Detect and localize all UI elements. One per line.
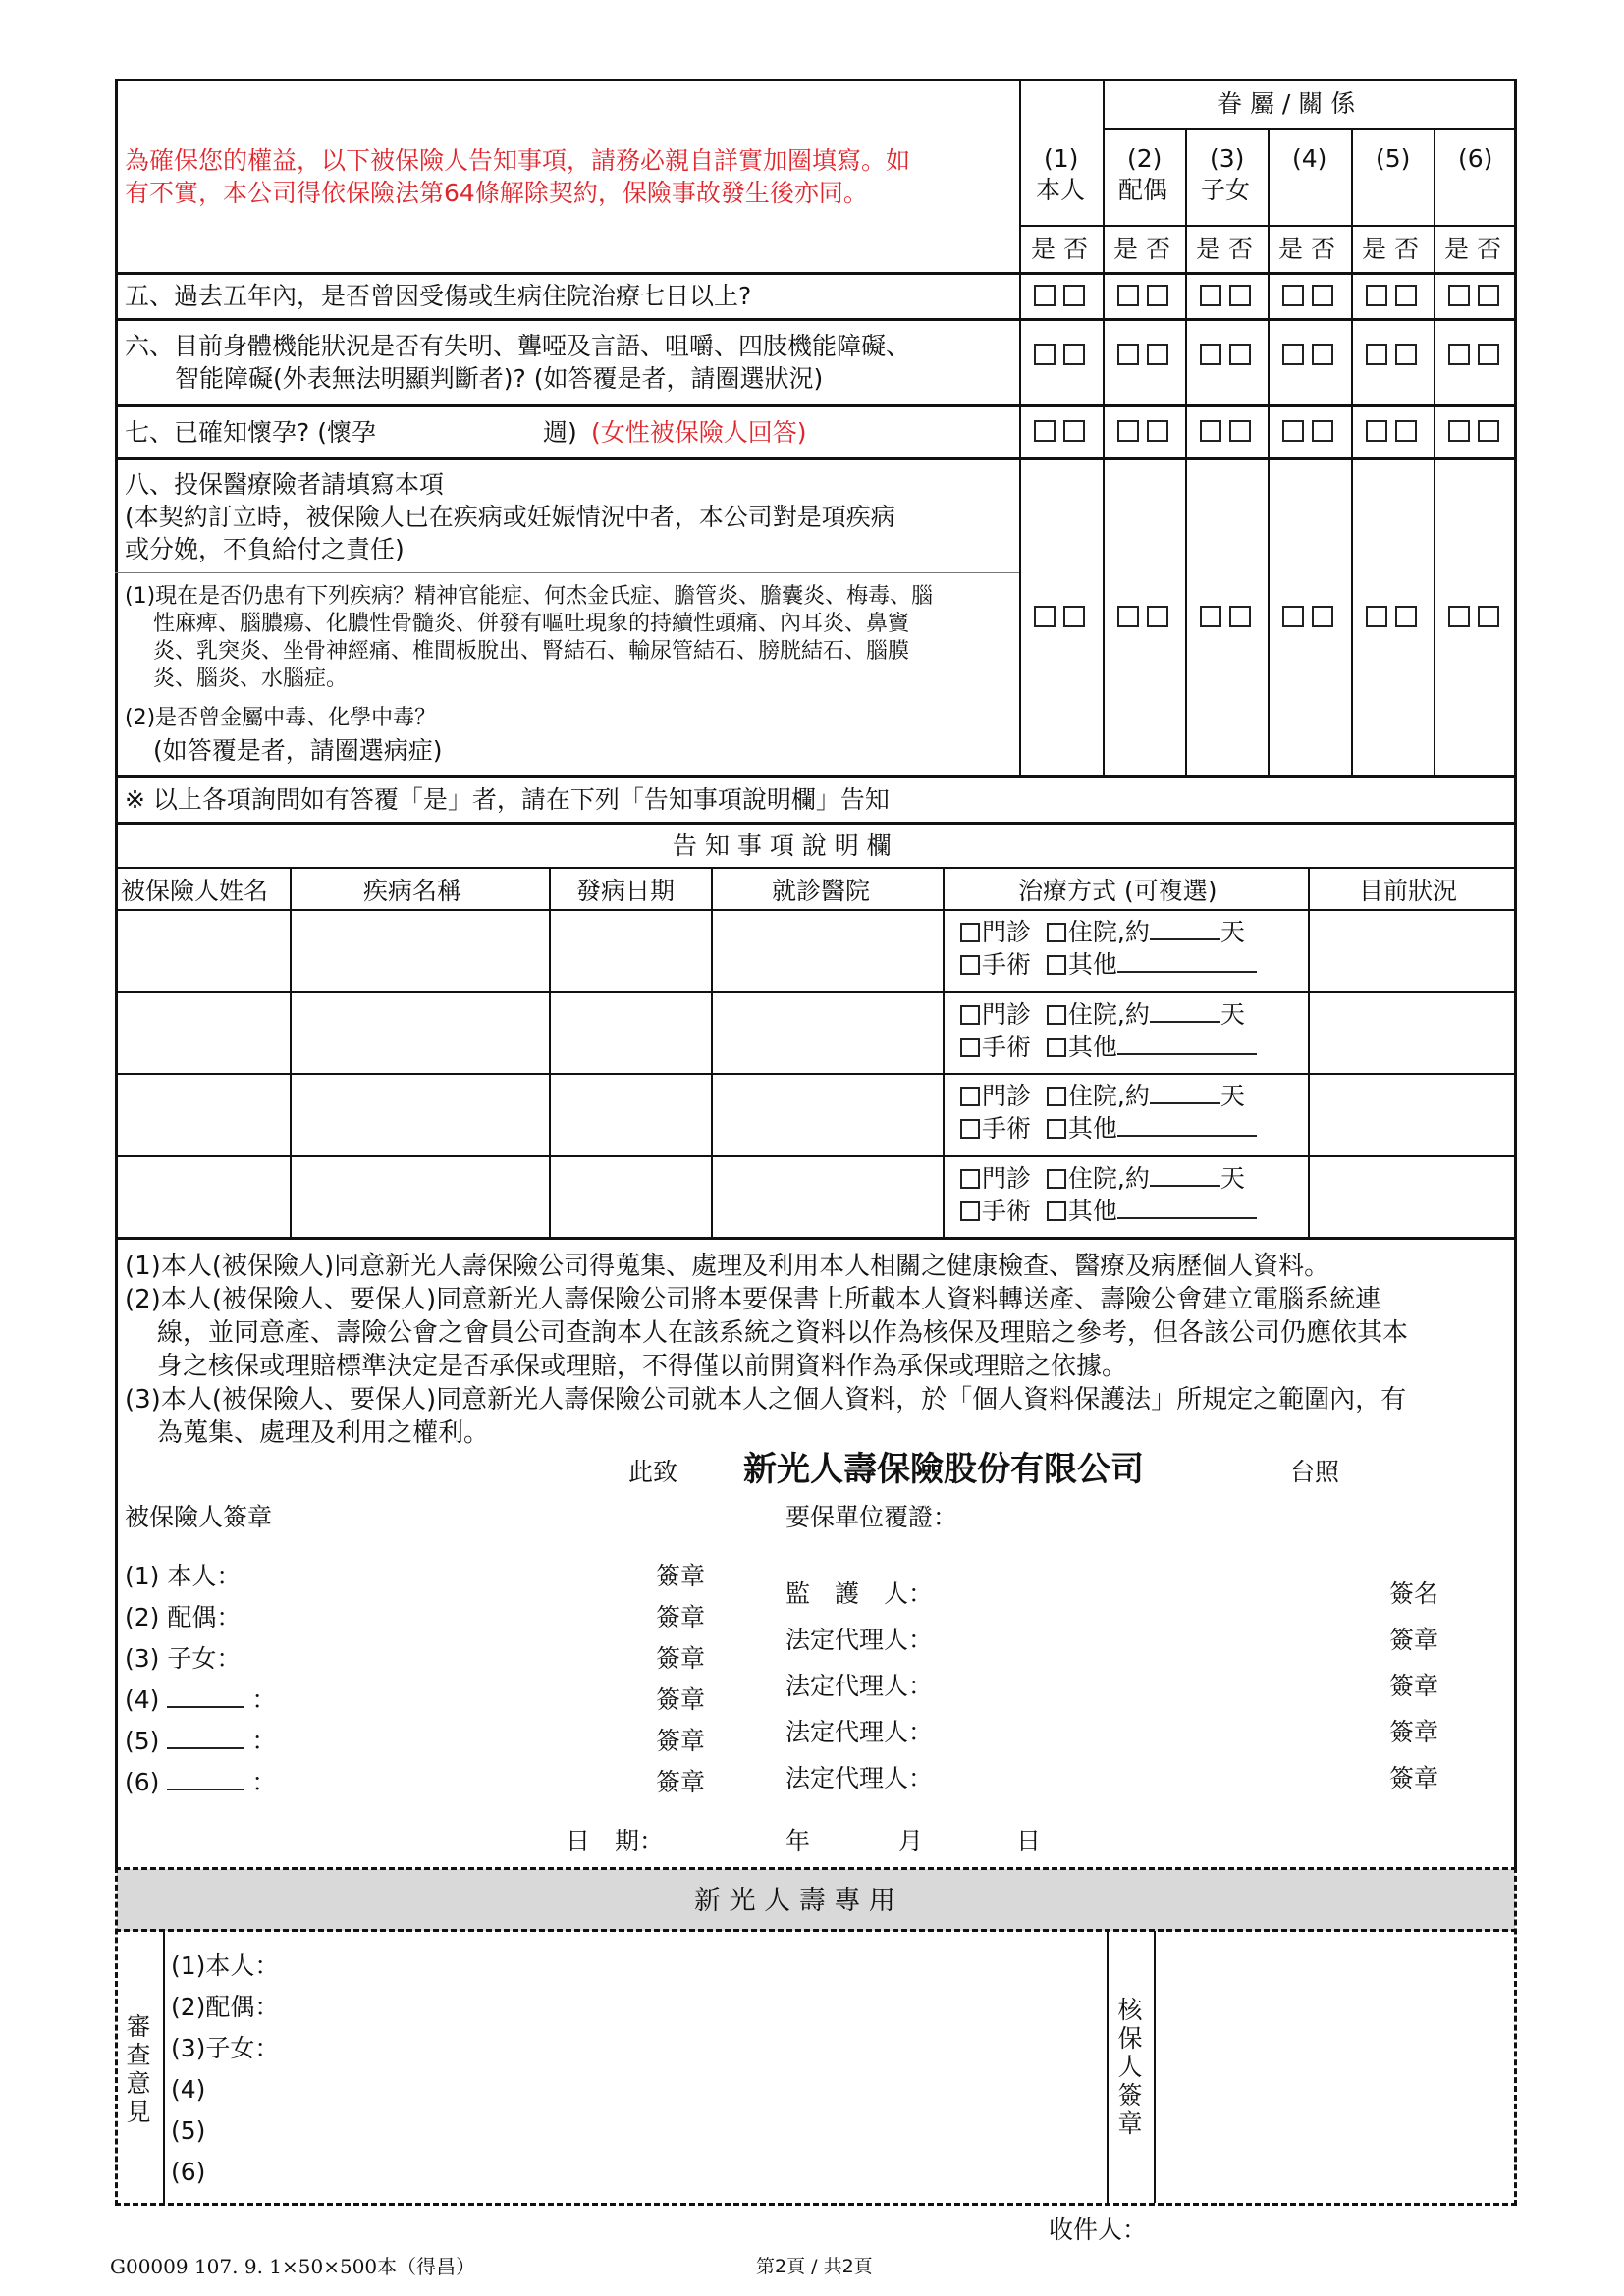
explain-table-title: 告 知 事 項 說 明 欄 <box>673 831 892 860</box>
question-6-line2: 智能障礙(外表無法明顯判斷者)? (如答覆是者，請圈選狀況) <box>175 364 824 393</box>
treatment-line-1 <box>960 1163 1245 1194</box>
col1-label: 本人 <box>1036 176 1086 204</box>
no-checkbox[interactable] <box>1229 344 1251 365</box>
treatment-line-1 <box>960 999 1245 1030</box>
proposal-unit-title: 要保單位覆證： <box>785 1503 958 1531</box>
yes-checkbox[interactable] <box>1448 285 1470 306</box>
no-checkbox[interactable] <box>1478 344 1499 365</box>
receiver-label: 收件人： <box>1049 2216 1148 2244</box>
guardian-label: 監 護 人： <box>785 1579 934 1608</box>
other-blank[interactable] <box>1117 1032 1257 1055</box>
question-6-line1: 六、目前身體機能狀況是否有失明、聾啞及言語、咀嚼、四肢機能障礙、 <box>125 332 911 360</box>
consent-3-line1: (3)本人(被保險人、要保人)同意新光人壽保險公司就本人之個人資料，於「個人資料保護法」所規定之範圍內，有 <box>125 1385 1407 1415</box>
yes-checkbox[interactable] <box>1448 420 1470 442</box>
inpatient-label: 住院,約 <box>1067 918 1150 946</box>
days-label: 天 <box>1219 918 1245 946</box>
col-current-status: 目前狀況 <box>1359 877 1458 905</box>
yes-no-header: 是 否 <box>1196 235 1253 263</box>
other-checkbox[interactable] <box>1047 1119 1066 1139</box>
question-8-sub1-line4: 炎、腦炎、水腦症。 <box>153 667 349 691</box>
other-blank[interactable] <box>1117 1113 1257 1137</box>
yes-no-header: 是 否 <box>1113 235 1170 263</box>
yes-checkbox[interactable] <box>1117 420 1139 442</box>
col-disease-name: 疾病名稱 <box>363 877 462 905</box>
insured-signature-title: 被保險人簽章 <box>125 1503 273 1531</box>
col-hospital: 就診醫院 <box>772 877 871 905</box>
legal-rep-label: 法定代理人： <box>785 1764 934 1792</box>
no-checkbox[interactable] <box>1063 420 1085 442</box>
insured-5-label: (5) ： <box>125 1727 277 1755</box>
consent-2-line3: 身之核保或理賠標準決定是否承保或理賠，不得僅以前開資料作為承保或理賠之依據。 <box>157 1352 1128 1381</box>
col2-number: (2) <box>1127 144 1163 173</box>
col6-number: (6) <box>1458 144 1493 173</box>
outpatient-label: 門診 <box>982 918 1032 946</box>
col3-label: 子女 <box>1201 176 1251 204</box>
surgery-label: 手術 <box>982 1197 1032 1225</box>
no-checkbox[interactable] <box>1147 606 1168 627</box>
question-8-sub1-line3: 炎、乳突炎、坐骨神經痛、椎間板脫出、腎結石、輸尿管結石、膀胱結石、腦膜 <box>153 639 910 664</box>
outpatient-checkbox[interactable] <box>960 1169 980 1189</box>
no-checkbox[interactable] <box>1312 344 1333 365</box>
no-checkbox[interactable] <box>1395 606 1417 627</box>
col-treatment: 治療方式 (可複選) <box>1018 877 1218 905</box>
underwriter-signature-label: 核保人簽章 <box>1117 1996 1143 2138</box>
question-8-sub2: (2)是否曾金屬中毒、化學中毒？ <box>125 706 437 730</box>
no-checkbox[interactable] <box>1395 420 1417 442</box>
salutation-to: 此致 <box>628 1458 678 1486</box>
question-8-sub2-note: (如答覆是者，請圈選病症) <box>153 736 443 765</box>
seal-label: 簽章 <box>656 1562 706 1590</box>
yes-checkbox[interactable] <box>1366 285 1387 306</box>
other-checkbox[interactable] <box>1047 955 1066 975</box>
other-label: 其他 <box>1067 950 1117 979</box>
question-8-line3: 或分娩，不負給付之責任) <box>125 535 405 563</box>
question-8-line2: (本契約訂立時，被保險人已在疾病或妊娠情況中者，本公司對是項疾病 <box>125 503 895 531</box>
no-checkbox[interactable] <box>1147 344 1168 365</box>
outpatient-label: 門診 <box>982 1000 1032 1029</box>
yes-checkbox[interactable] <box>1282 344 1304 365</box>
no-checkbox[interactable] <box>1312 285 1333 306</box>
inpatient-checkbox[interactable] <box>1047 1005 1066 1025</box>
insured-spouse-label: (2) 配偶： <box>125 1603 242 1631</box>
no-checkbox[interactable] <box>1312 606 1333 627</box>
outpatient-checkbox[interactable] <box>960 923 980 942</box>
treatment-line-2 <box>960 1032 1257 1062</box>
seal-label: 簽章 <box>656 1644 706 1673</box>
treatment-line-2 <box>960 1113 1257 1144</box>
col5-number: (5) <box>1376 144 1411 173</box>
inpatient-checkbox[interactable] <box>1047 1169 1066 1189</box>
other-checkbox[interactable] <box>1047 1201 1066 1221</box>
no-checkbox[interactable] <box>1147 285 1168 306</box>
outpatient-checkbox[interactable] <box>960 1087 980 1106</box>
consent-2-line1: (2)本人(被保險人、要保人)同意新光人壽保險公司將本要保書上所載本人資料轉送產、壽險公會建立電腦系統連 <box>125 1285 1381 1314</box>
surgery-checkbox[interactable] <box>960 1119 980 1139</box>
date-year: 年 <box>785 1827 811 1855</box>
other-label: 其他 <box>1067 1197 1117 1225</box>
insured-4-label: (4) ： <box>125 1685 277 1714</box>
no-checkbox[interactable] <box>1063 285 1085 306</box>
surgery-checkbox[interactable] <box>960 1038 980 1057</box>
form-code: G00009 107. 9. 1×50×500本（得昌） <box>110 2255 476 2278</box>
seal-label: 簽章 <box>656 1685 706 1714</box>
other-blank[interactable] <box>1117 1196 1257 1219</box>
other-checkbox[interactable] <box>1047 1038 1066 1057</box>
legal-rep-label: 法定代理人： <box>785 1626 934 1654</box>
col-insured-name: 被保險人姓名 <box>121 877 269 905</box>
review-5: (5) <box>171 2116 206 2145</box>
surgery-checkbox[interactable] <box>960 1201 980 1221</box>
no-checkbox[interactable] <box>1395 344 1417 365</box>
inpatient-label: 住院,約 <box>1067 1082 1150 1110</box>
insured-child-label: (3) 子女： <box>125 1644 242 1673</box>
question-8-sub1-line2: 性麻痺、腦膿瘍、化膿性骨髓炎、併發有嘔吐現象的持續性頭痛、內耳炎、鼻竇 <box>153 612 910 636</box>
no-checkbox[interactable] <box>1229 606 1251 627</box>
review-spouse: (2)配偶： <box>171 1993 280 2021</box>
insured-6-label: (6) ： <box>125 1768 277 1796</box>
yes-checkbox[interactable] <box>1448 344 1470 365</box>
treatment-line-1 <box>960 1081 1245 1111</box>
days-blank[interactable] <box>1150 1081 1220 1104</box>
yes-checkbox[interactable] <box>1200 420 1221 442</box>
yes-checkbox[interactable] <box>1034 420 1056 442</box>
no-checkbox[interactable] <box>1395 285 1417 306</box>
no-checkbox[interactable] <box>1063 344 1085 365</box>
question-7-c: (女性被保險人回答) <box>591 418 807 447</box>
date-day: 日 <box>1016 1827 1042 1855</box>
no-checkbox[interactable] <box>1478 606 1499 627</box>
yes-checkbox[interactable] <box>1200 285 1221 306</box>
notice-text-line1: 為確保您的權益，以下被保險人告知事項，請務必親自詳實加圈填寫。如 <box>125 146 911 175</box>
seal-label: 簽章 <box>1389 1718 1439 1746</box>
yes-checkbox[interactable] <box>1117 344 1139 365</box>
seal-label: 簽章 <box>656 1603 706 1631</box>
consent-2-line2: 線，並同意產、壽險公會之會員公司查詢本人在該系統之資料以作為核保及理賠之參考，但各該公司仍應依其本 <box>157 1318 1409 1348</box>
date-month: 月 <box>898 1827 924 1855</box>
surgery-label: 手術 <box>982 950 1032 979</box>
inpatient-checkbox[interactable] <box>1047 1087 1066 1106</box>
days-blank[interactable] <box>1150 917 1220 940</box>
yes-checkbox[interactable] <box>1034 285 1056 306</box>
question-7-a: 七、已確知懷孕? (懷孕 <box>125 418 376 447</box>
legal-rep-label: 法定代理人： <box>785 1718 934 1746</box>
yes-checkbox[interactable] <box>1034 606 1056 627</box>
notice-text-line2: 有不實，本公司得依保險法第64條解除契約，保險事故發生後亦同。 <box>125 179 868 207</box>
seal-label: 簽章 <box>656 1727 706 1755</box>
surgery-label: 手術 <box>982 1114 1032 1143</box>
yes-checkbox[interactable] <box>1282 606 1304 627</box>
relation-header: 眷 屬 / 關 係 <box>1218 89 1356 118</box>
col2-label: 配偶 <box>1118 176 1168 204</box>
other-label: 其他 <box>1067 1033 1117 1061</box>
col-onset-date: 發病日期 <box>576 877 676 905</box>
review-opinion-label: 審查意見 <box>126 2012 151 2126</box>
no-checkbox[interactable] <box>1312 420 1333 442</box>
no-checkbox[interactable] <box>1478 420 1499 442</box>
days-blank[interactable] <box>1150 999 1220 1023</box>
yes-checkbox[interactable] <box>1448 606 1470 627</box>
no-checkbox[interactable] <box>1063 606 1085 627</box>
internal-use-title: 新 光 人 壽 專 用 <box>694 1886 895 1916</box>
seal-label: 簽章 <box>656 1768 706 1796</box>
seal-label: 簽章 <box>1389 1764 1439 1792</box>
yes-checkbox[interactable] <box>1117 285 1139 306</box>
yes-checkbox[interactable] <box>1200 606 1221 627</box>
no-checkbox[interactable] <box>1478 285 1499 306</box>
yes-no-header: 是 否 <box>1362 235 1419 263</box>
no-checkbox[interactable] <box>1229 285 1251 306</box>
yes-no-header: 是 否 <box>1444 235 1501 263</box>
legal-rep-label: 法定代理人： <box>785 1672 934 1700</box>
review-self: (1)本人： <box>171 1951 280 1980</box>
col1-number: (1) <box>1044 144 1079 173</box>
other-label: 其他 <box>1067 1114 1117 1143</box>
outpatient-label: 門診 <box>982 1164 1032 1193</box>
yes-checkbox[interactable] <box>1117 606 1139 627</box>
inpatient-label: 住院,約 <box>1067 1000 1150 1029</box>
yes-checkbox[interactable] <box>1366 606 1387 627</box>
review-4: (4) <box>171 2075 206 2104</box>
yes-checkbox[interactable] <box>1200 344 1221 365</box>
yes-checkbox[interactable] <box>1366 420 1387 442</box>
seal-label: 簽章 <box>1389 1626 1439 1654</box>
days-label: 天 <box>1219 1082 1245 1110</box>
outpatient-label: 門診 <box>982 1082 1032 1110</box>
seal-label: 簽章 <box>1389 1672 1439 1700</box>
no-checkbox[interactable] <box>1229 420 1251 442</box>
question-8-line1: 八、投保醫療險者請填寫本項 <box>125 470 445 499</box>
consent-3-line2: 為蒐集、處理及利用之權利。 <box>157 1418 490 1448</box>
treatment-line-1 <box>960 917 1245 947</box>
surgery-checkbox[interactable] <box>960 955 980 975</box>
inpatient-checkbox[interactable] <box>1047 923 1066 942</box>
col4-number: (4) <box>1292 144 1327 173</box>
yes-checkbox[interactable] <box>1366 344 1387 365</box>
no-checkbox[interactable] <box>1147 420 1168 442</box>
summary-note: ※ 以上各項詢問如有答覆「是」者，請在下列「告知事項說明欄」告知 <box>125 785 890 814</box>
yes-no-header: 是 否 <box>1278 235 1335 263</box>
question-5: 五、過去五年內，是否曾因受傷或生病住院治療七日以上? <box>125 282 752 310</box>
days-label: 天 <box>1219 1164 1245 1193</box>
days-blank[interactable] <box>1150 1163 1220 1187</box>
days-label: 天 <box>1219 1000 1245 1029</box>
yes-no-header: 是 否 <box>1031 235 1088 263</box>
yes-checkbox[interactable] <box>1282 420 1304 442</box>
review-child: (3)子女： <box>171 2034 280 2062</box>
date-label: 日 期： <box>566 1827 665 1855</box>
yes-checkbox[interactable] <box>1282 285 1304 306</box>
col3-number: (3) <box>1210 144 1245 173</box>
surgery-label: 手術 <box>982 1033 1032 1061</box>
treatment-line-2 <box>960 949 1257 980</box>
salutation-regards: 台照 <box>1290 1458 1340 1486</box>
sign-label: 簽名 <box>1389 1579 1439 1608</box>
review-6: (6) <box>171 2158 206 2186</box>
yes-checkbox[interactable] <box>1034 344 1056 365</box>
insured-self-label: (1) 本人： <box>125 1562 242 1590</box>
question-7-b: 週) <box>543 418 577 447</box>
page-number: 第2頁 / 共2頁 <box>756 2256 873 2277</box>
inpatient-label: 住院,約 <box>1067 1164 1150 1193</box>
question-8-sub1-line1: (1)現在是否仍患有下列疾病？精神官能症、何杰金氏症、膽管炎、膽囊炎、梅毒、腦 <box>125 584 934 609</box>
outpatient-checkbox[interactable] <box>960 1005 980 1025</box>
consent-1: (1)本人(被保險人)同意新光人壽保險公司得蒐集、處理及利用本人相關之健康檢查、醫療及病歷個人資料。 <box>125 1252 1330 1281</box>
treatment-line-2 <box>960 1196 1257 1226</box>
other-blank[interactable] <box>1117 949 1257 973</box>
company-name: 新光人壽保險股份有限公司 <box>743 1450 1144 1489</box>
